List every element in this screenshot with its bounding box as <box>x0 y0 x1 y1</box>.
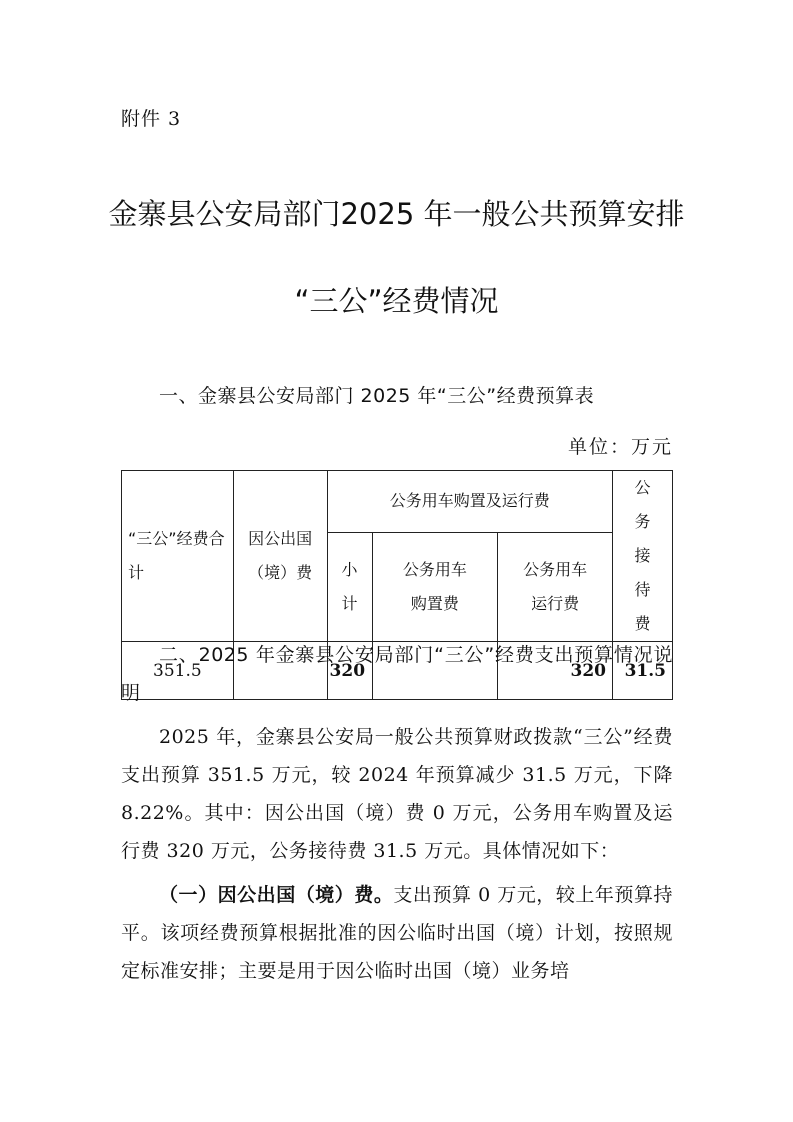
header-purchase: 公务用车购置费 <box>372 532 498 641</box>
header-abroad: 因公出国（境）费 <box>233 471 327 642</box>
attachment-label: 附件 3 <box>121 108 182 130</box>
value-operation: 320 <box>498 642 613 700</box>
item-abroad-text: 支出预算 0 万元，较上年预算持平。该项经费预算根据批准的因公临时出国（境）计划，按照规定标准安排；主要是用于因公临时出国（境）业务培 <box>121 884 673 982</box>
table-header-row <box>122 471 673 533</box>
explanation-paragraph: 2025 年，金寨县公安局一般公共预算财政拨款“三公”经费支出预算 351.5 万元，较 2024 年预算减少 31.5 万元，下降 8.22%。其中：因公出国（境）费 0 万元，公务用车购置及运行费 320 万元，公务接待费 31.5 万元。具体情况如下： <box>121 726 673 862</box>
value-subtotal: 320 <box>327 642 372 700</box>
section-heading-budget-table: 一、金寨县公安局部门 2025 年“三公”经费预算表 <box>159 385 595 407</box>
value-total: 351.5 <box>122 642 234 700</box>
section-heading-explanation: 二、2025 年金寨县公安局部门“三公”经费支出预算情况说明 <box>121 644 673 704</box>
document-subtitle: “三公”经费情况 <box>294 284 499 318</box>
value-reception: 31.5 <box>613 642 673 700</box>
header-total: “三公”经费合计 <box>122 471 234 642</box>
document-title: 金寨县公安局部门2025 年一般公共预算安排 <box>108 197 685 231</box>
header-operation: 公务用车运行费 <box>498 532 613 641</box>
unit-label: 单位：万元 <box>567 436 673 458</box>
item-abroad-paragraph <box>121 876 673 990</box>
header-subtotal: 小计 <box>327 532 372 641</box>
item-abroad-label: （一）因公出国（境）费。 <box>159 884 394 906</box>
header-reception: 公务接待费 <box>613 471 673 642</box>
header-vehicle-group: 公务用车购置及运行费 <box>327 471 612 533</box>
